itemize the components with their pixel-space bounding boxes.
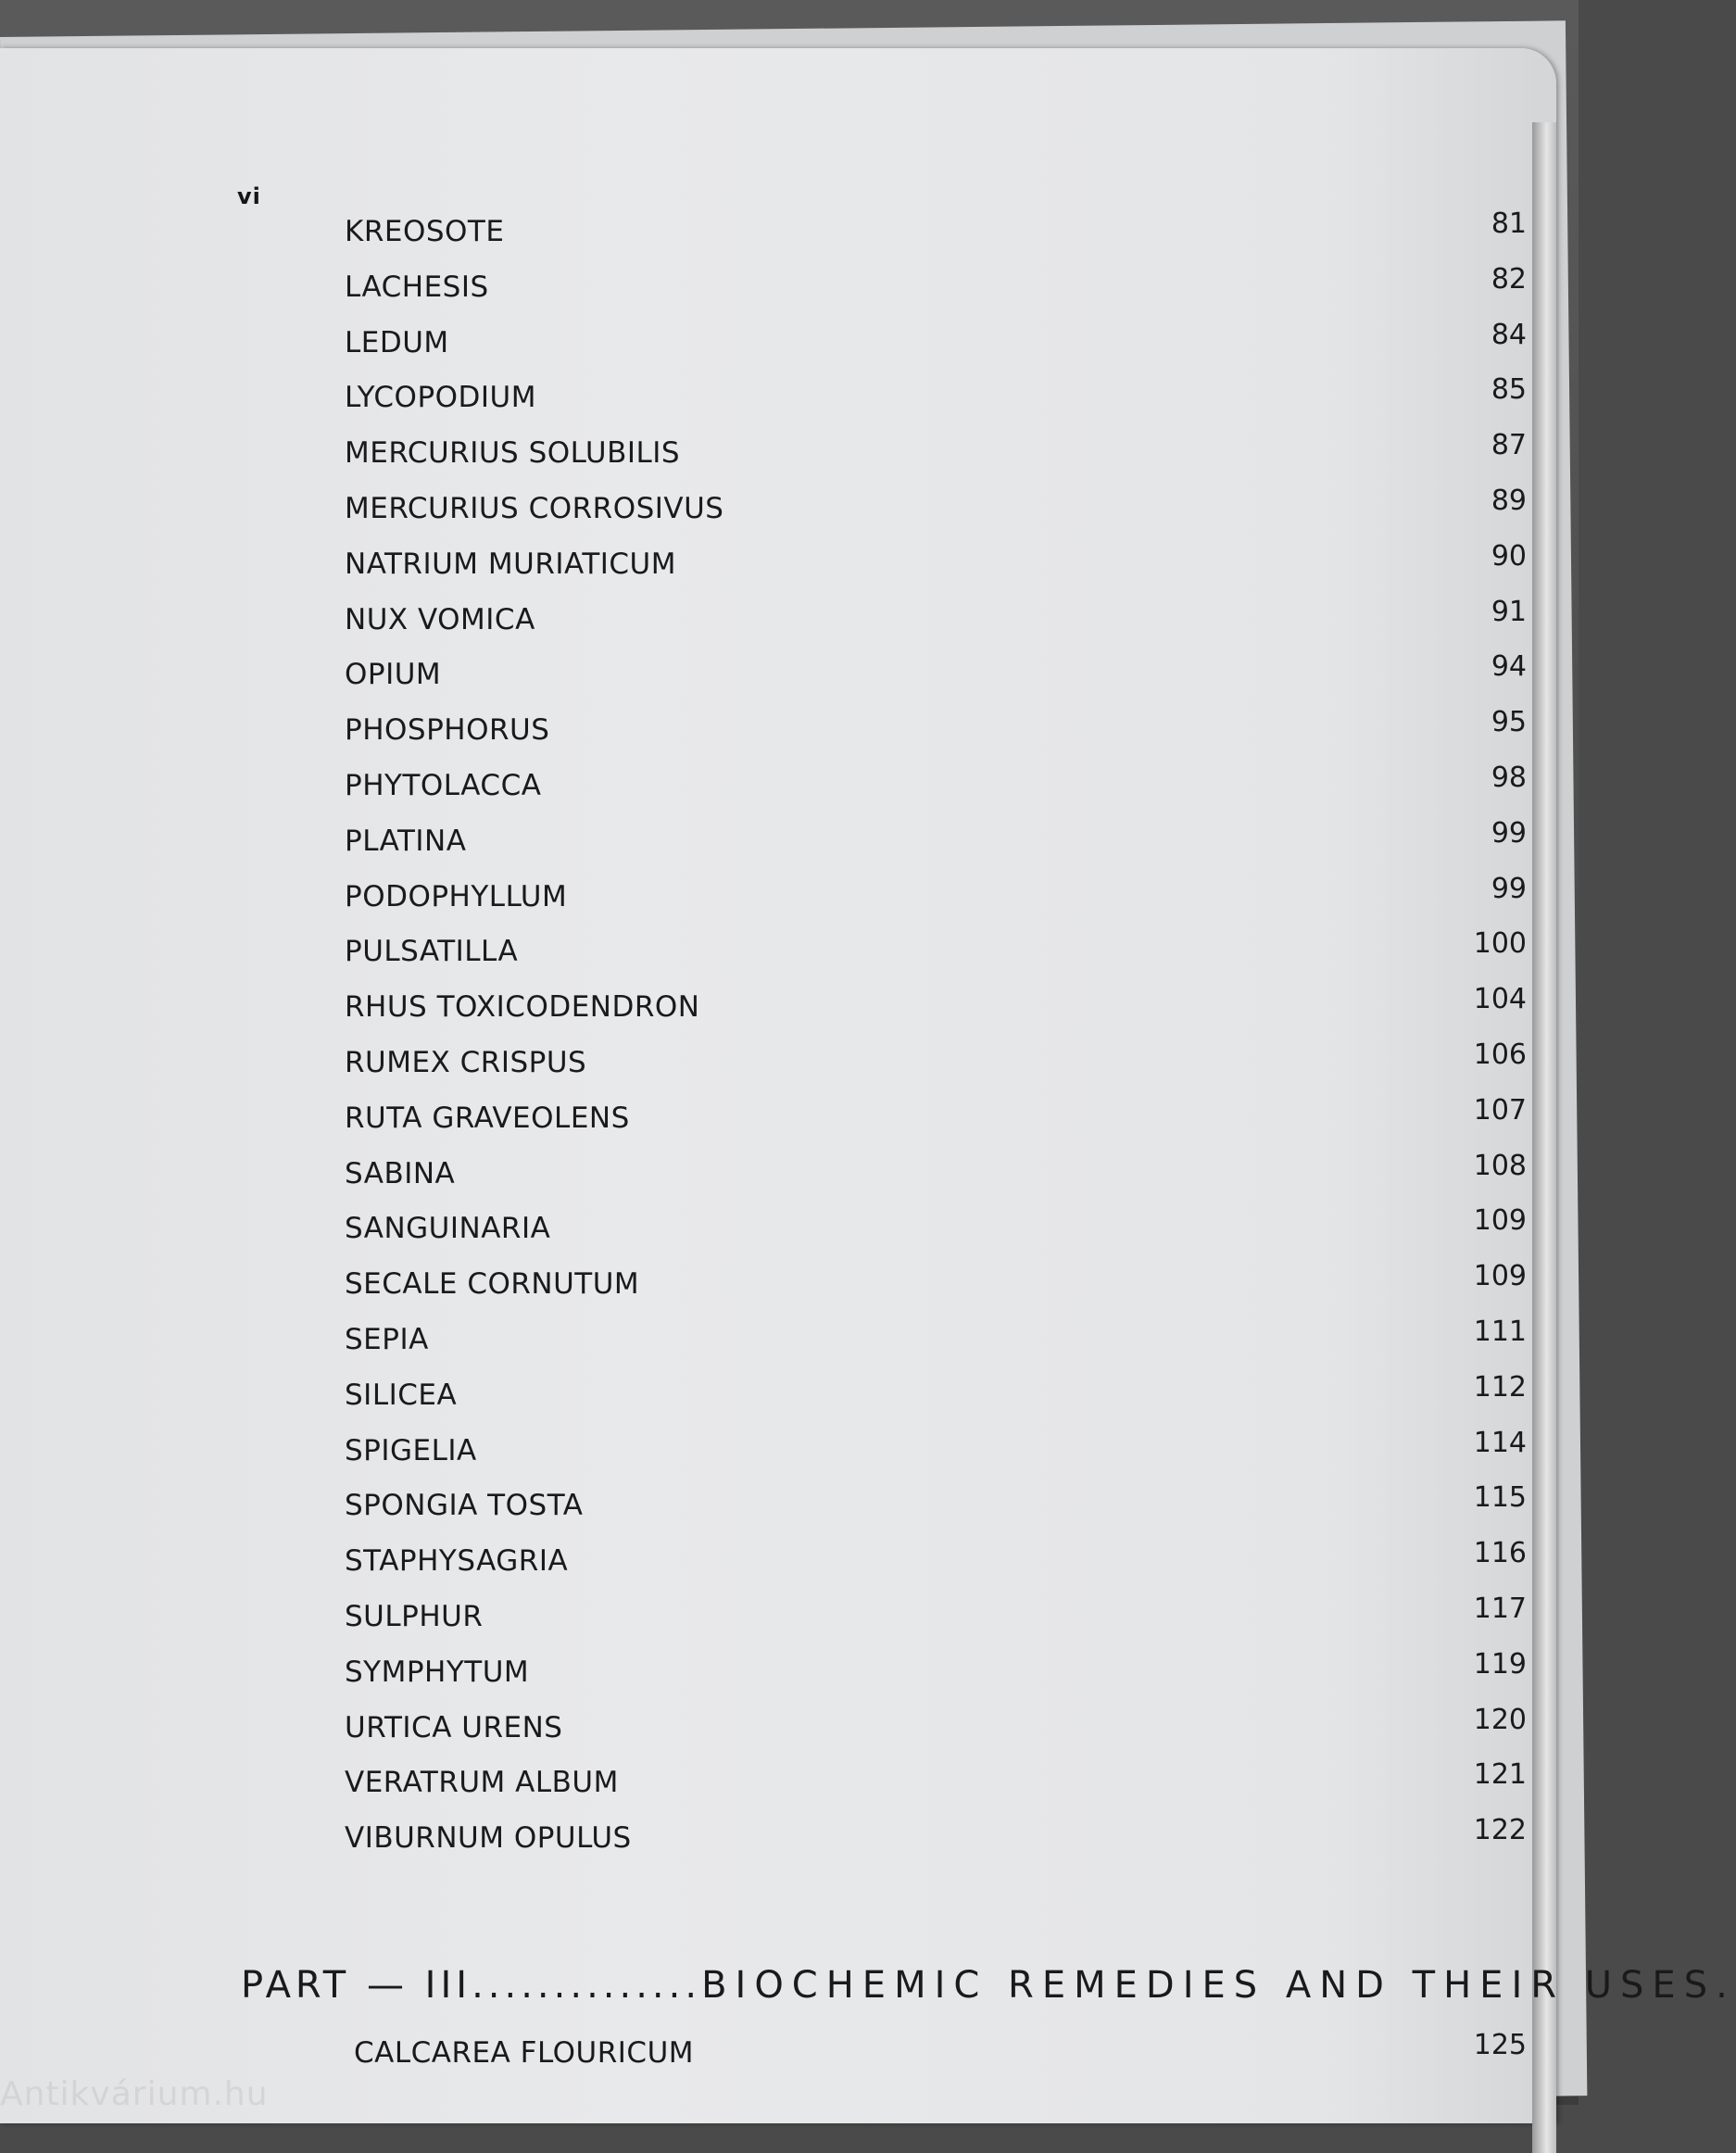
toc-entry-page: 109 <box>1473 1260 1527 1293</box>
toc-entry-page: 111 <box>1473 1315 1527 1348</box>
toc-entry-page: 122 <box>1473 1814 1527 1847</box>
toc-entry-title: PODOPHYLLUM <box>345 879 568 913</box>
toc-row <box>345 1427 1527 1482</box>
toc-entry-title: SILICEA <box>345 1378 458 1412</box>
toc-row <box>345 319 1527 374</box>
toc-row <box>345 540 1527 596</box>
watermark: Antikvárium.hu <box>0 2075 269 2113</box>
page-number: vi <box>237 183 261 209</box>
toc-entry-title: SECALE CORNUTUM <box>345 1267 640 1302</box>
toc-row <box>345 927 1527 983</box>
toc-entry-title: RUTA GRAVEOLENS <box>345 1101 630 1135</box>
toc-entry-title: SYMPHYTUM <box>345 1655 530 1689</box>
toc-entry-title: URTICA URENS <box>345 1710 563 1744</box>
toc-entry-title: OPIUM <box>345 658 442 692</box>
part-title: BIOCHEMIC REMEDIES AND THEIR USES. <box>701 1964 1736 2007</box>
toc-row <box>345 1204 1527 1260</box>
toc-row <box>345 1039 1527 1094</box>
toc-entry-title: LEDUM <box>345 325 449 359</box>
part-label: PART — III.............. <box>241 1964 702 2007</box>
toc-entry-page: 119 <box>1473 1647 1527 1681</box>
toc-entry-page: 115 <box>1473 1481 1527 1515</box>
toc-entry-page: 100 <box>1473 927 1527 961</box>
toc-entry-page: 112 <box>1473 1370 1527 1404</box>
toc-row <box>345 373 1527 429</box>
toc-entry-title: LACHESIS <box>345 270 489 304</box>
toc-entry-title: VIBURNUM OPULUS <box>345 1821 632 1856</box>
toc-row <box>345 429 1527 485</box>
toc-entry-title: PULSATILLA <box>345 935 519 969</box>
toc-row <box>345 983 1527 1039</box>
toc-row <box>345 1094 1527 1150</box>
toc-row <box>345 650 1527 706</box>
toc-row <box>345 706 1527 762</box>
toc-entry-title: LYCOPODIUM <box>345 381 536 415</box>
toc-entry-page: 107 <box>1473 1093 1527 1127</box>
toc-row <box>345 817 1527 873</box>
table-of-contents <box>345 208 1527 1870</box>
toc-row <box>345 1481 1527 1537</box>
toc-row <box>354 2029 1527 2084</box>
toc-entry-page: 116 <box>1473 1537 1527 1570</box>
toc-entry-page: 89 <box>1491 484 1527 517</box>
toc-entry-page: 117 <box>1473 1592 1527 1625</box>
toc-row <box>345 263 1527 319</box>
toc-row <box>345 596 1527 651</box>
toc-entry-page: 84 <box>1491 318 1527 351</box>
toc-entry-title: PHOSPHORUS <box>345 713 550 748</box>
toc-entry-title: PLATINA <box>345 824 467 858</box>
toc-entry-page: 91 <box>1491 595 1527 628</box>
toc-row <box>345 1150 1527 1205</box>
toc-entry-page: 90 <box>1491 539 1527 573</box>
toc-row <box>345 873 1527 928</box>
toc-entry-title: NUX VOMICA <box>345 602 535 636</box>
toc-entry-page: 125 <box>1473 2029 1527 2061</box>
toc-row <box>345 1593 1527 1648</box>
toc-row <box>345 1537 1527 1593</box>
toc-entry-page: 114 <box>1473 1426 1527 1459</box>
toc-row <box>345 1704 1527 1759</box>
toc-row <box>345 485 1527 540</box>
toc-entry-title: SULPHUR <box>345 1599 484 1633</box>
toc-entry-title: STAPHYSAGRIA <box>345 1544 569 1579</box>
toc-entry-title: MERCURIUS CORROSIVUS <box>345 491 724 525</box>
toc-row <box>345 762 1527 817</box>
toc-entry-page: 106 <box>1473 1038 1527 1071</box>
toc-row <box>345 1260 1527 1316</box>
toc-entry-page: 81 <box>1491 208 1527 240</box>
toc-entry-title: SABINA <box>345 1156 456 1190</box>
toc-entry-title: SANGUINARIA <box>345 1212 551 1246</box>
toc-entry-title: SEPIA <box>345 1322 429 1356</box>
toc-entry-title: SPONGIA TOSTA <box>345 1489 584 1523</box>
toc-entry-title: MERCURIUS SOLUBILIS <box>345 436 681 471</box>
toc-entry-page: 94 <box>1491 650 1527 684</box>
toc-row <box>345 1648 1527 1704</box>
toc-entry-page: 98 <box>1491 761 1527 794</box>
toc-row <box>345 208 1527 263</box>
toc-entry-title: VERATRUM ALBUM <box>345 1766 619 1800</box>
toc-entry-title: RUMEX CRISPUS <box>345 1045 587 1079</box>
page-edge <box>1532 122 1556 2153</box>
toc-row <box>345 1316 1527 1371</box>
toc-entry-page: 120 <box>1473 1703 1527 1736</box>
toc-entry-title: SPIGELIA <box>345 1433 477 1467</box>
toc-row <box>345 1814 1527 1870</box>
toc-entry-title: PHYTOLACCA <box>345 768 542 802</box>
toc-entry-title: NATRIUM MURIATICUM <box>345 547 676 581</box>
toc-entry-page: 99 <box>1491 872 1527 905</box>
toc-entry-page: 121 <box>1473 1758 1527 1792</box>
part-heading <box>241 1964 1736 2007</box>
toc-entry-page: 108 <box>1473 1149 1527 1182</box>
toc-row <box>345 1371 1527 1427</box>
toc-entry-page: 95 <box>1491 706 1527 739</box>
toc-entry-title: RHUS TOXICODENDRON <box>345 990 700 1025</box>
toc-entry-page: 109 <box>1473 1204 1527 1238</box>
toc-entry-page: 104 <box>1473 983 1527 1016</box>
toc-entry-page: 85 <box>1491 373 1527 407</box>
toc-entry-title: CALCAREA FLOURICUM <box>354 2036 695 2070</box>
toc-entry-page: 99 <box>1491 816 1527 850</box>
toc-row <box>345 1758 1527 1814</box>
toc-entry-page: 87 <box>1491 429 1527 462</box>
toc-entry-page: 82 <box>1491 262 1527 296</box>
toc-entry-title: KREOSOTE <box>345 215 505 248</box>
